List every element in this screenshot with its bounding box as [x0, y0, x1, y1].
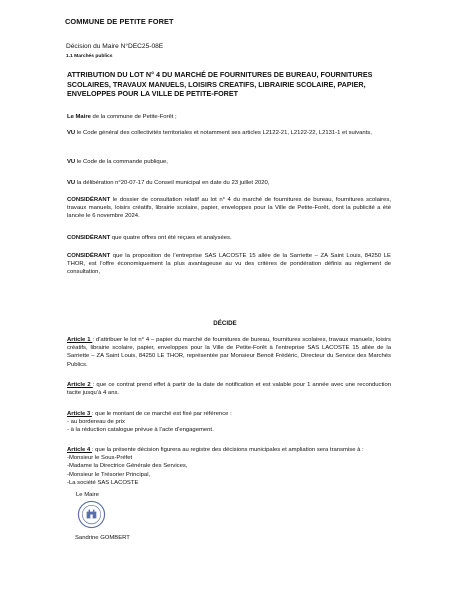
article-4-item: -La société SAS LACOSTE: [67, 479, 139, 486]
vu-2-rest: le Code de la commande publique,: [75, 159, 168, 165]
vu-1-bold: VU: [67, 130, 76, 136]
preamble-maire: [67, 113, 391, 121]
article-1-label: Article 1: [67, 337, 93, 343]
article-3-item: - à la réduction catalogue prévue à l’acte d’engagement.: [67, 427, 214, 434]
article-1: [67, 336, 391, 369]
signature-role: Le Maire: [76, 492, 99, 498]
signature-name: Sandrine GOMBERT: [75, 535, 130, 541]
considerant-3-rest: que la proposition de l’entreprise SAS LACOSTE 15 allée de la Sarriette – ZA Saint Louis, 84250 LE THOR, est l’offre économiquement la plus avantageuse au vu des critères de pondération définis au règlement de consultation,: [67, 253, 391, 276]
article-2-text: : que ce contrat prend effet à partir de la date de notification et est valable pour 1 année avec une reconduction tacite jusqu’à 4 ans.: [67, 382, 391, 397]
considerant-3: [67, 252, 391, 277]
article-3-item: - au bordereau de prix: [67, 419, 125, 426]
considerant-2-rest: que quatre offres ont été reçues et analysées.: [110, 235, 232, 241]
article-3-label: Article 3: [67, 411, 92, 417]
decision-number: Décision du Maire N°DEC25-08E: [66, 43, 164, 50]
article-4-item: -Madame la Directrice Générale des Services,: [67, 463, 188, 470]
article-3: [67, 410, 391, 435]
preamble-vu-2: [67, 158, 391, 166]
municipal-seal-icon: [77, 500, 106, 529]
article-2-label: Article 2: [67, 382, 93, 388]
article-4-item: -Monsieur le Trésorier Principal,: [67, 471, 151, 478]
article-4-label: Article 4: [67, 447, 92, 453]
article-2: [67, 381, 391, 397]
considerant-1-bold: CONSIDÉRANT: [67, 197, 111, 203]
commune-name: COMMUNE DE PETITE FORET: [65, 17, 174, 26]
maire-rest: de la commune de Petite-Forêt ;: [90, 114, 177, 120]
considerant-1-rest: le dossier de consultation relatif au lot n° 4 du marché de fournitures de bureau, fournitures scolaires, travaux manuels, loisirs créatifs, librairie scolaire, papier, enveloppes pour la Ville de Petite-Forêt, dont la publicité a été lancée le 6 novembre 2024.: [67, 197, 391, 220]
maire-bold: Le Maire: [67, 114, 91, 120]
article-3-text: : que le montant de ce marché est fixé par référence :: [91, 411, 232, 417]
decide-heading: DÉCIDE: [213, 320, 237, 327]
considerant-2: [67, 234, 391, 242]
considerant-1: [67, 196, 391, 221]
considerant-3-bold: CONSIDÉRANT: [67, 253, 111, 259]
article-4-text: : que la présente décision figurera au registre des décisions municipales et ampliation sera transmise à :: [91, 447, 364, 453]
vu-2-bold: VU: [67, 159, 76, 165]
article-4-item: -Monsieur le Sous-Préfet: [67, 455, 133, 462]
matiere-label: 1.1 Marchés publics: [66, 54, 113, 59]
preamble-vu-1: [67, 129, 391, 137]
article-1-text: : d’attribuer le lot n° 4 – papier du marché de fournitures de bureau, fournitures scolaires, travaux manuels, loisirs créatifs, librairie scolaire, papier, enveloppes pour la Ville de Petite-Forêt à l’entreprise SAS LACOSTE 15 allée de la Sarriette – ZA Saint Louis, 84250 LE THOR, représentée par Monsieur Benoit Frédéric, Directeur du Service des Marchés Publics.: [67, 337, 391, 368]
document-title: ATTRIBUTION DU LOT N° 4 DU MARCHÉ DE FOURNITURES DE BUREAU, FOURNITURES SCOLAIRES, TRAVAUX MANUELS, LOISIRS CREATIFS, LIBRAIRIE SCOLAIRE, PAPIER, ENVELOPPES POUR LA VILLE DE PETITE-FORET: [67, 70, 373, 99]
vu-1-rest: le Code général des collectivités territoriales et notamment ses articles L2122-21, L2122-22, L2131-1 et suivants,: [75, 130, 372, 136]
vu-3-bold: VU: [67, 180, 76, 186]
vu-3-rest: la délibération n°20-07-17 du Conseil municipal en date du 23 juillet 2020,: [75, 180, 270, 186]
preamble-vu-3: [67, 179, 391, 187]
article-4: [67, 446, 391, 487]
considerant-2-bold: CONSIDÉRANT: [67, 235, 111, 241]
